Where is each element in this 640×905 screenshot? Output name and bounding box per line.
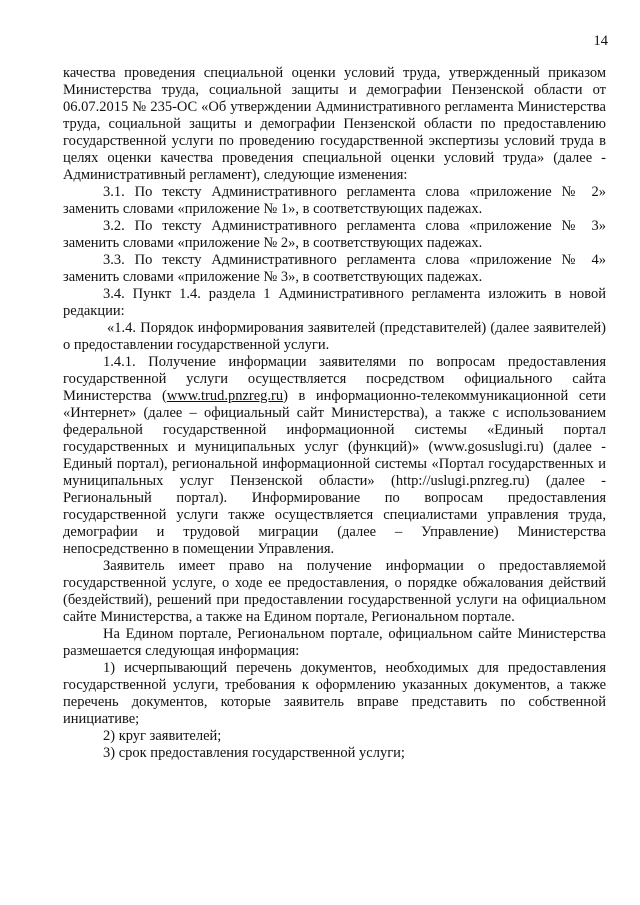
paragraph: 3.3. По тексту Административного регламента слова «приложение № 4» заменить словами «приложение № 3», в соответствующих падежах. <box>63 252 606 285</box>
paragraph <box>63 354 606 558</box>
paragraph: 3.1. По тексту Административного регламента слова «приложение № 2» заменить словами «приложение № 1», в соответствующих падежах. <box>63 184 606 217</box>
list-item: 3) срок предоставления государственной услуги; <box>103 745 405 761</box>
list-item: 2) круг заявителей; <box>103 728 222 744</box>
list-item: 1) исчерпывающий перечень документов, необходимых для предоставления государственной услуги, требования к оформлению указанных документов, а также перечень документов, которые заявитель вправе представить по собственной инициативе; <box>63 660 606 727</box>
paragraph: качества проведения специальной оценки условий труда, утвержденный приказом Министерства труда, социальной защиты и демографии Пензенской области от 06.07.2015 № 235-ОС «Об утверждении Административного регламента Министерства труда, социальной защиты и демографии Пензенской области по предоставлению государственной услуги по проведению государственной экспертизы условий труда в целях оценки качества проведения специальной оценки условий труда» (далее - Административный регламент), следующие изменения: <box>63 65 606 183</box>
paragraph: «1.4. Порядок информирования заявителей (представителей) (далее заявителей) о предоставлении государственной услуги. <box>63 320 606 353</box>
page-number: 14 <box>593 33 608 49</box>
paragraph-text: ) в информационно-телекоммуникационной сети «Интернет» (далее – официальный сайт Министерства), а также с использованием федеральной государственной информационной системы «Единый портал государственных и муниципальных услуг (функций)» (www.gosuslugi.ru) (далее - Единый портал), региональной информационной системы «Портал государственных и муниципальных услуг Пензенской области» (http://uslugi.pnzreg.ru) (далее - Региональный портал). Информирование по вопросам предоставления государственной услуги также осуществляется специалистами управления труда, демографии и трудовой миграции (далее – Управление) Министерства непосредственно в помещении Управления. <box>63 388 606 557</box>
paragraph: 3.4. Пункт 1.4. раздела 1 Административного регламента изложить в новой редакции: <box>63 286 606 319</box>
document-body <box>63 65 606 762</box>
paragraph: На Едином портале, Региональном портале, официальном сайте Министерства размешается следующая информация: <box>63 626 606 659</box>
ministry-site-link[interactable]: www.trud.pnzreg.ru <box>166 388 284 404</box>
paragraph: Заявитель имеет право на получение информации о предоставляемой государственной услуге, о ходе ее предоставления, о порядке обжалования действий (бездействий), решений при предоставлении государственной услуги на официальном сайте Министерства, а также на Едином портале, Региональном портале. <box>63 558 606 625</box>
paragraph-text: 1.4.1. Получение информации заявителями по вопросам предоставления государственной услуги осуществляется посредством официального сайта Министерства ( <box>63 354 606 404</box>
paragraph: 3.2. По тексту Административного регламента слова «приложение № 3» заменить словами «приложение № 2», в соответствующих падежах. <box>63 218 606 251</box>
